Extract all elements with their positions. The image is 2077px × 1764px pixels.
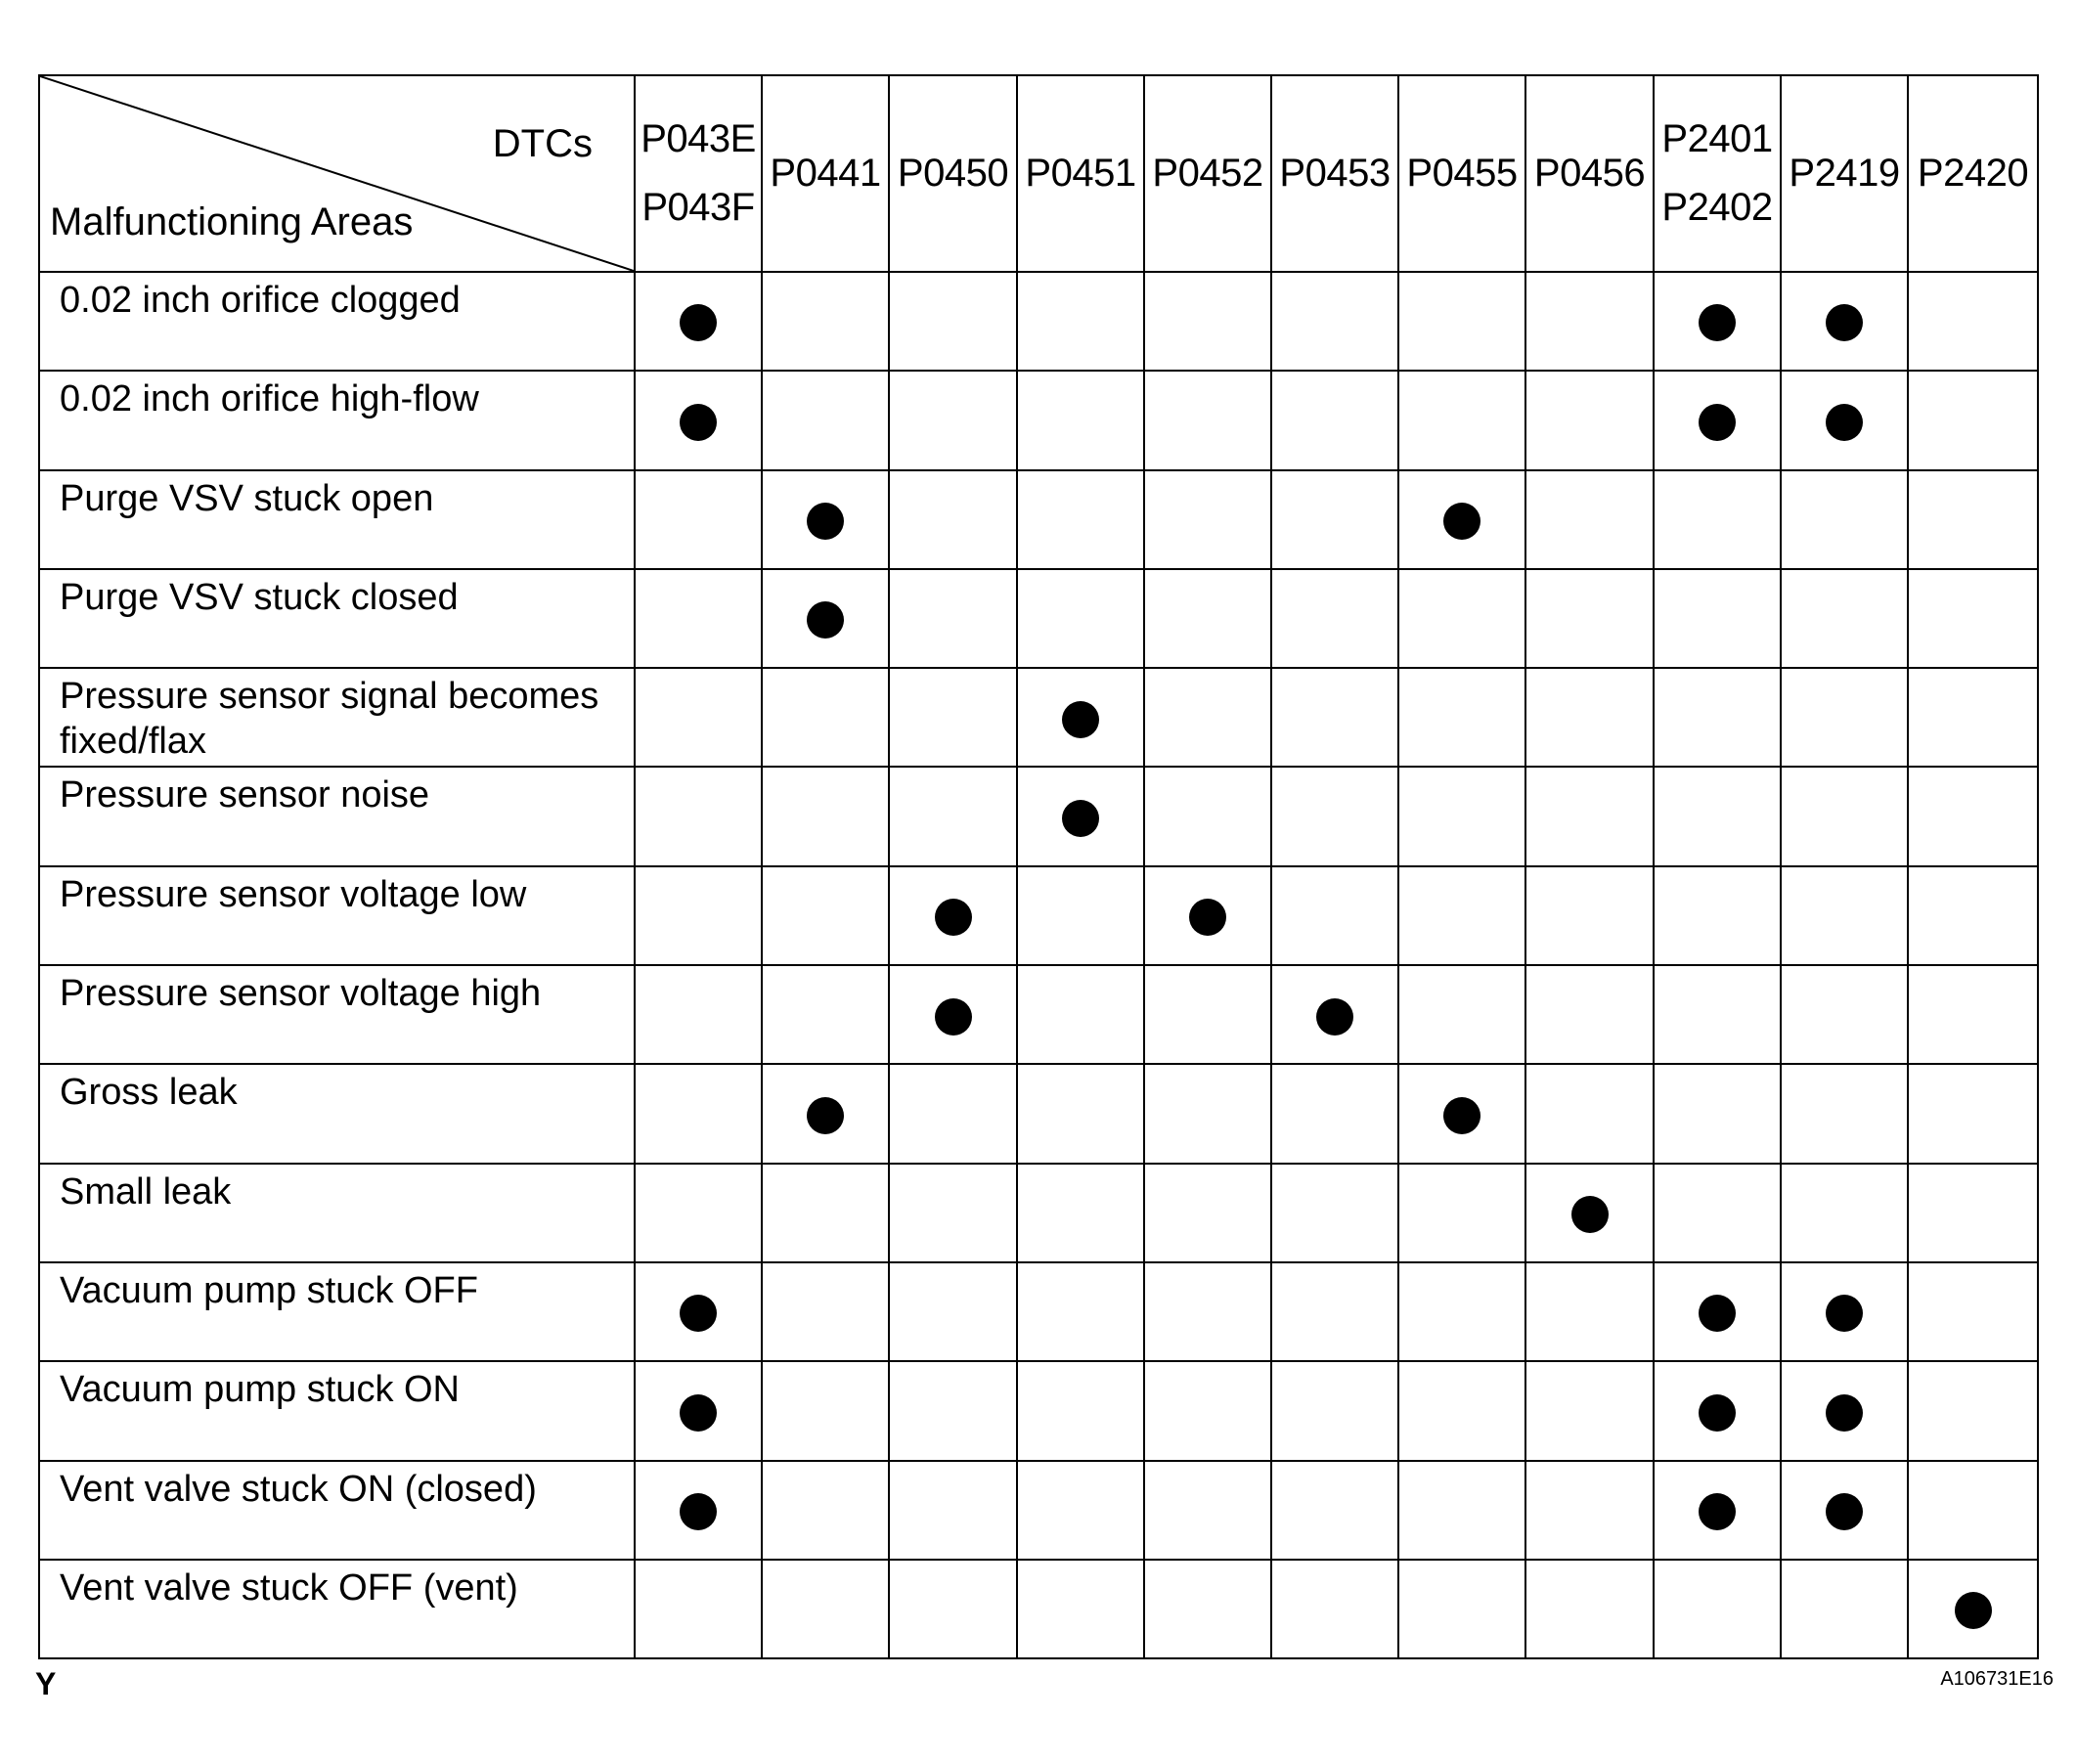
- bullet-mark-icon: [935, 899, 972, 936]
- dtc-code: P0450: [897, 151, 1009, 195]
- table-row: [39, 569, 2038, 668]
- dtc-mark-cell: [1398, 1064, 1525, 1163]
- malfunction-area-cell: Vent valve stuck OFF (vent): [39, 1560, 635, 1658]
- dtc-mark-cell: [635, 1560, 762, 1658]
- dtc-code: P043E: [641, 117, 756, 161]
- malfunction-area-cell: Pressure sensor noise: [39, 767, 635, 865]
- dtc-mark-cell: [635, 1361, 762, 1460]
- dtc-column-header: [635, 75, 762, 272]
- dtc-mark-cell: [1017, 866, 1144, 965]
- dtc-mark-cell: [1908, 371, 2038, 469]
- malfunction-area-cell: Pressure sensor voltage low: [39, 866, 635, 965]
- dtc-mark-cell: [1781, 1064, 1908, 1163]
- dtc-mark-cell: [889, 866, 1017, 965]
- dtc-mark-cell: [889, 569, 1017, 668]
- dtc-column-header: [1144, 75, 1271, 272]
- dtc-mark-cell: [635, 866, 762, 965]
- bullet-mark-icon: [680, 1394, 717, 1432]
- dtc-mark-cell: [1017, 1064, 1144, 1163]
- dtc-mark-cell: [762, 470, 889, 569]
- dtc-mark-cell: [762, 1461, 889, 1560]
- malfunction-area-cell: Vacuum pump stuck OFF: [39, 1262, 635, 1361]
- bullet-mark-icon: [1699, 304, 1736, 341]
- dtc-mark-cell: [1144, 1262, 1271, 1361]
- table-row: [39, 1164, 2038, 1262]
- dtc-mark-cell: [1525, 1461, 1654, 1560]
- dtc-code: P2401: [1661, 117, 1773, 161]
- dtc-mark-cell: [1398, 1262, 1525, 1361]
- dtc-mark-cell: [1654, 470, 1781, 569]
- dtc-mark-cell: [889, 371, 1017, 469]
- dtc-mark-cell: [1654, 668, 1781, 767]
- malfunction-area-cell: 0.02 inch orifice clogged: [39, 272, 635, 371]
- table-row: [39, 371, 2038, 469]
- dtc-mark-cell: [1781, 470, 1908, 569]
- bullet-mark-icon: [1826, 1295, 1863, 1332]
- dtc-mark-cell: [1144, 668, 1271, 767]
- dtc-mark-cell: [889, 1560, 1017, 1658]
- dtc-mark-cell: [1017, 1164, 1144, 1262]
- table-row: [39, 866, 2038, 965]
- dtc-mark-cell: [635, 1164, 762, 1262]
- dtc-mark-cell: [1781, 1262, 1908, 1361]
- dtc-code: P0451: [1025, 151, 1136, 195]
- dtc-mark-cell: [1144, 272, 1271, 371]
- bullet-mark-icon: [807, 1097, 844, 1134]
- dtc-mark-cell: [1525, 767, 1654, 865]
- dtc-mark-cell: [1781, 371, 1908, 469]
- dtc-mark-cell: [762, 272, 889, 371]
- corner-header-cell: [39, 75, 635, 272]
- dtc-code: P0455: [1406, 151, 1518, 195]
- dtc-code: P0452: [1152, 151, 1263, 195]
- dtc-mark-cell: [1908, 272, 2038, 371]
- dtc-mark-cell: [889, 965, 1017, 1064]
- dtc-mark-cell: [1271, 1262, 1398, 1361]
- bullet-mark-icon: [1826, 1493, 1863, 1530]
- dtc-code: P2419: [1789, 151, 1900, 195]
- table-row: [39, 1064, 2038, 1163]
- figure-id: A106731E16: [1940, 1668, 2054, 1690]
- dtc-code: P0453: [1279, 151, 1391, 195]
- dtc-mark-cell: [1271, 767, 1398, 865]
- dtc-mark-cell: [1908, 1361, 2038, 1460]
- dtc-mark-cell: [1144, 1560, 1271, 1658]
- dtc-column-header: [889, 75, 1017, 272]
- bullet-mark-icon: [935, 998, 972, 1036]
- table-row: [39, 272, 2038, 371]
- dtc-mark-cell: [635, 965, 762, 1064]
- bullet-mark-icon: [1699, 1493, 1736, 1530]
- dtc-mark-cell: [1908, 470, 2038, 569]
- malfunction-area-cell: Gross leak: [39, 1064, 635, 1163]
- table-body: [39, 272, 2038, 1658]
- dtc-column-header: [1525, 75, 1654, 272]
- table-row: [39, 470, 2038, 569]
- dtc-mark-cell: [1144, 1461, 1271, 1560]
- dtc-mark-cell: [1398, 1560, 1525, 1658]
- bullet-mark-icon: [1443, 1097, 1480, 1134]
- dtc-mark-cell: [635, 1262, 762, 1361]
- bullet-mark-icon: [1699, 1295, 1736, 1332]
- dtc-mark-cell: [762, 371, 889, 469]
- dtc-mark-cell: [1398, 371, 1525, 469]
- dtc-mark-cell: [1654, 1064, 1781, 1163]
- dtc-mark-cell: [1144, 371, 1271, 469]
- dtc-mark-cell: [1271, 866, 1398, 965]
- dtc-mark-cell: [1908, 1560, 2038, 1658]
- dtc-mark-cell: [762, 1164, 889, 1262]
- dtc-mark-cell: [1398, 668, 1525, 767]
- dtc-mark-cell: [889, 668, 1017, 767]
- dtc-mark-cell: [1654, 767, 1781, 865]
- dtc-mark-cell: [1525, 1361, 1654, 1460]
- dtc-code: P0456: [1533, 151, 1646, 195]
- dtc-mark-cell: [1525, 470, 1654, 569]
- table-row: [39, 668, 2038, 767]
- dtc-mark-cell: [1398, 1461, 1525, 1560]
- dtc-mark-cell: [1398, 1361, 1525, 1460]
- malfunction-area-cell: Small leak: [39, 1164, 635, 1262]
- dtc-mark-cell: [1017, 668, 1144, 767]
- malfunction-area-cell: Pressure sensor voltage high: [39, 965, 635, 1064]
- dtc-mark-cell: [889, 1164, 1017, 1262]
- dtc-mark-cell: [1398, 569, 1525, 668]
- dtc-mark-cell: [762, 866, 889, 965]
- dtc-mark-cell: [762, 1064, 889, 1163]
- dtc-mark-cell: [889, 272, 1017, 371]
- table-row: [39, 965, 2038, 1064]
- dtc-mark-cell: [1781, 965, 1908, 1064]
- dtc-code: P2420: [1917, 151, 2029, 195]
- dtc-mark-cell: [889, 1064, 1017, 1163]
- dtc-mark-cell: [889, 1262, 1017, 1361]
- dtc-mark-cell: [1271, 1461, 1398, 1560]
- dtc-mark-cell: [1271, 272, 1398, 371]
- bullet-mark-icon: [680, 1295, 717, 1332]
- bullet-mark-icon: [680, 304, 717, 341]
- dtc-mark-cell: [1908, 965, 2038, 1064]
- dtc-mark-cell: [762, 767, 889, 865]
- dtc-column-header: [1398, 75, 1525, 272]
- dtc-mark-cell: [1654, 1262, 1781, 1361]
- dtc-code: P2402: [1661, 185, 1773, 229]
- dtc-mark-cell: [1781, 1361, 1908, 1460]
- malfunction-area-cell: 0.02 inch orifice high-flow: [39, 371, 635, 469]
- bullet-mark-icon: [1826, 1394, 1863, 1432]
- dtc-column-header: [1271, 75, 1398, 272]
- dtc-mark-cell: [1654, 1461, 1781, 1560]
- dtc-mark-cell: [1017, 1461, 1144, 1560]
- dtc-mark-cell: [762, 1361, 889, 1460]
- dtc-mark-cell: [1654, 1164, 1781, 1262]
- malfunction-area-cell: Purge VSV stuck open: [39, 470, 635, 569]
- dtc-mark-cell: [1908, 1064, 2038, 1163]
- dtc-mark-cell: [1398, 1164, 1525, 1262]
- dtc-mark-cell: [1017, 1560, 1144, 1658]
- dtc-mark-cell: [1271, 668, 1398, 767]
- dtc-mark-cell: [1398, 767, 1525, 865]
- dtc-mark-cell: [1017, 371, 1144, 469]
- bullet-mark-icon: [807, 601, 844, 639]
- dtc-mark-cell: [1781, 272, 1908, 371]
- malfunction-area-cell: Vent valve stuck ON (closed): [39, 1461, 635, 1560]
- dtc-column-header: [762, 75, 889, 272]
- dtc-mark-cell: [1781, 1461, 1908, 1560]
- dtc-mark-cell: [1398, 470, 1525, 569]
- bullet-mark-icon: [1062, 701, 1099, 738]
- dtc-mark-cell: [635, 272, 762, 371]
- dtc-mark-cell: [1144, 1164, 1271, 1262]
- dtc-mark-cell: [1525, 668, 1654, 767]
- bullet-mark-icon: [1699, 1394, 1736, 1432]
- dtc-mark-cell: [1144, 866, 1271, 965]
- dtc-mark-cell: [1908, 1461, 2038, 1560]
- dtc-mark-cell: [1271, 371, 1398, 469]
- dtc-mark-cell: [1908, 668, 2038, 767]
- bullet-mark-icon: [1826, 304, 1863, 341]
- dtc-mark-cell: [762, 1262, 889, 1361]
- dtc-mark-cell: [635, 668, 762, 767]
- bullet-mark-icon: [680, 1493, 717, 1530]
- dtc-malfunction-table: [38, 74, 2039, 1659]
- bullet-mark-icon: [1571, 1196, 1609, 1233]
- dtc-mark-cell: [1781, 668, 1908, 767]
- dtc-mark-cell: [1525, 569, 1654, 668]
- dtc-mark-cell: [1144, 1361, 1271, 1460]
- dtc-mark-cell: [762, 668, 889, 767]
- dtc-mark-cell: [1017, 569, 1144, 668]
- dtc-mark-cell: [635, 569, 762, 668]
- bullet-mark-icon: [1316, 998, 1353, 1036]
- dtc-mark-cell: [635, 1064, 762, 1163]
- dtc-mark-cell: [1654, 965, 1781, 1064]
- dtc-mark-cell: [635, 371, 762, 469]
- dtc-mark-cell: [635, 470, 762, 569]
- bullet-mark-icon: [1062, 800, 1099, 837]
- column-axis-label: DTCs: [492, 122, 593, 165]
- dtc-mark-cell: [1398, 272, 1525, 371]
- dtc-mark-cell: [762, 1560, 889, 1658]
- bullet-mark-icon: [1955, 1592, 1992, 1629]
- table-row: [39, 1262, 2038, 1361]
- table-row: [39, 1560, 2038, 1658]
- dtc-column-header: [1908, 75, 2038, 272]
- malfunction-area-cell: Pressure sensor signal becomes fixed/flax: [39, 668, 635, 767]
- row-axis-label: Malfunctioning Areas: [50, 199, 414, 243]
- dtc-mark-cell: [1781, 1560, 1908, 1658]
- bullet-mark-icon: [1189, 899, 1226, 936]
- dtc-mark-cell: [889, 767, 1017, 865]
- dtc-mark-cell: [889, 470, 1017, 569]
- dtc-mark-cell: [1271, 470, 1398, 569]
- dtc-mark-cell: [1144, 767, 1271, 865]
- dtc-mark-cell: [1271, 1064, 1398, 1163]
- dtc-mark-cell: [1654, 1560, 1781, 1658]
- dtc-mark-cell: [1654, 272, 1781, 371]
- dtc-code: P043F: [641, 185, 755, 229]
- table-row: [39, 767, 2038, 865]
- dtc-mark-cell: [1908, 866, 2038, 965]
- dtc-mark-cell: [1271, 1164, 1398, 1262]
- bullet-mark-icon: [1699, 404, 1736, 441]
- dtc-mark-cell: [1525, 1164, 1654, 1262]
- dtc-mark-cell: [1144, 470, 1271, 569]
- dtc-mark-cell: [1144, 965, 1271, 1064]
- dtc-mark-cell: [1017, 470, 1144, 569]
- dtc-mark-cell: [1525, 371, 1654, 469]
- dtc-mark-cell: [1908, 1262, 2038, 1361]
- dtc-mark-cell: [1908, 569, 2038, 668]
- dtc-mark-cell: [1144, 569, 1271, 668]
- dtc-mark-cell: [1525, 1560, 1654, 1658]
- corner-marker: Y: [35, 1666, 57, 1701]
- dtc-mark-cell: [1271, 965, 1398, 1064]
- dtc-column-header: [1017, 75, 1144, 272]
- dtc-mark-cell: [1908, 1164, 2038, 1262]
- malfunction-area-cell: Vacuum pump stuck ON: [39, 1361, 635, 1460]
- dtc-mark-cell: [635, 1461, 762, 1560]
- dtc-mark-cell: [1525, 1064, 1654, 1163]
- dtc-mark-cell: [1525, 965, 1654, 1064]
- malfunction-area-cell: Purge VSV stuck closed: [39, 569, 635, 668]
- dtc-mark-cell: [889, 1361, 1017, 1460]
- dtc-mark-cell: [1781, 569, 1908, 668]
- dtc-mark-cell: [1781, 1164, 1908, 1262]
- dtc-column-header: [1654, 75, 1781, 272]
- dtc-mark-cell: [1144, 1064, 1271, 1163]
- dtc-mark-cell: [1017, 1361, 1144, 1460]
- bullet-mark-icon: [807, 503, 844, 540]
- bullet-mark-icon: [1443, 503, 1480, 540]
- dtc-code: P0441: [770, 151, 881, 195]
- dtc-mark-cell: [1017, 272, 1144, 371]
- dtc-mark-cell: [1654, 371, 1781, 469]
- dtc-mark-cell: [1017, 965, 1144, 1064]
- dtc-mark-cell: [1525, 1262, 1654, 1361]
- dtc-mark-cell: [1781, 866, 1908, 965]
- dtc-mark-cell: [1017, 767, 1144, 865]
- dtc-mark-cell: [1525, 272, 1654, 371]
- dtc-mark-cell: [762, 569, 889, 668]
- dtc-mark-cell: [1654, 569, 1781, 668]
- dtc-mark-cell: [1525, 866, 1654, 965]
- dtc-mark-cell: [1781, 767, 1908, 865]
- dtc-mark-cell: [1398, 965, 1525, 1064]
- dtc-mark-cell: [1654, 1361, 1781, 1460]
- header-row: [39, 75, 2038, 272]
- dtc-mark-cell: [1017, 1262, 1144, 1361]
- bullet-mark-icon: [1826, 404, 1863, 441]
- dtc-mark-cell: [1908, 767, 2038, 865]
- dtc-column-header: [1781, 75, 1908, 272]
- table-row: [39, 1361, 2038, 1460]
- dtc-mark-cell: [1654, 866, 1781, 965]
- dtc-mark-cell: [1271, 1361, 1398, 1460]
- bullet-mark-icon: [680, 404, 717, 441]
- dtc-mark-cell: [1271, 569, 1398, 668]
- table-row: [39, 1461, 2038, 1560]
- dtc-mark-cell: [762, 965, 889, 1064]
- dtc-mark-cell: [1398, 866, 1525, 965]
- dtc-mark-cell: [1271, 1560, 1398, 1658]
- dtc-mark-cell: [635, 767, 762, 865]
- dtc-mark-cell: [889, 1461, 1017, 1560]
